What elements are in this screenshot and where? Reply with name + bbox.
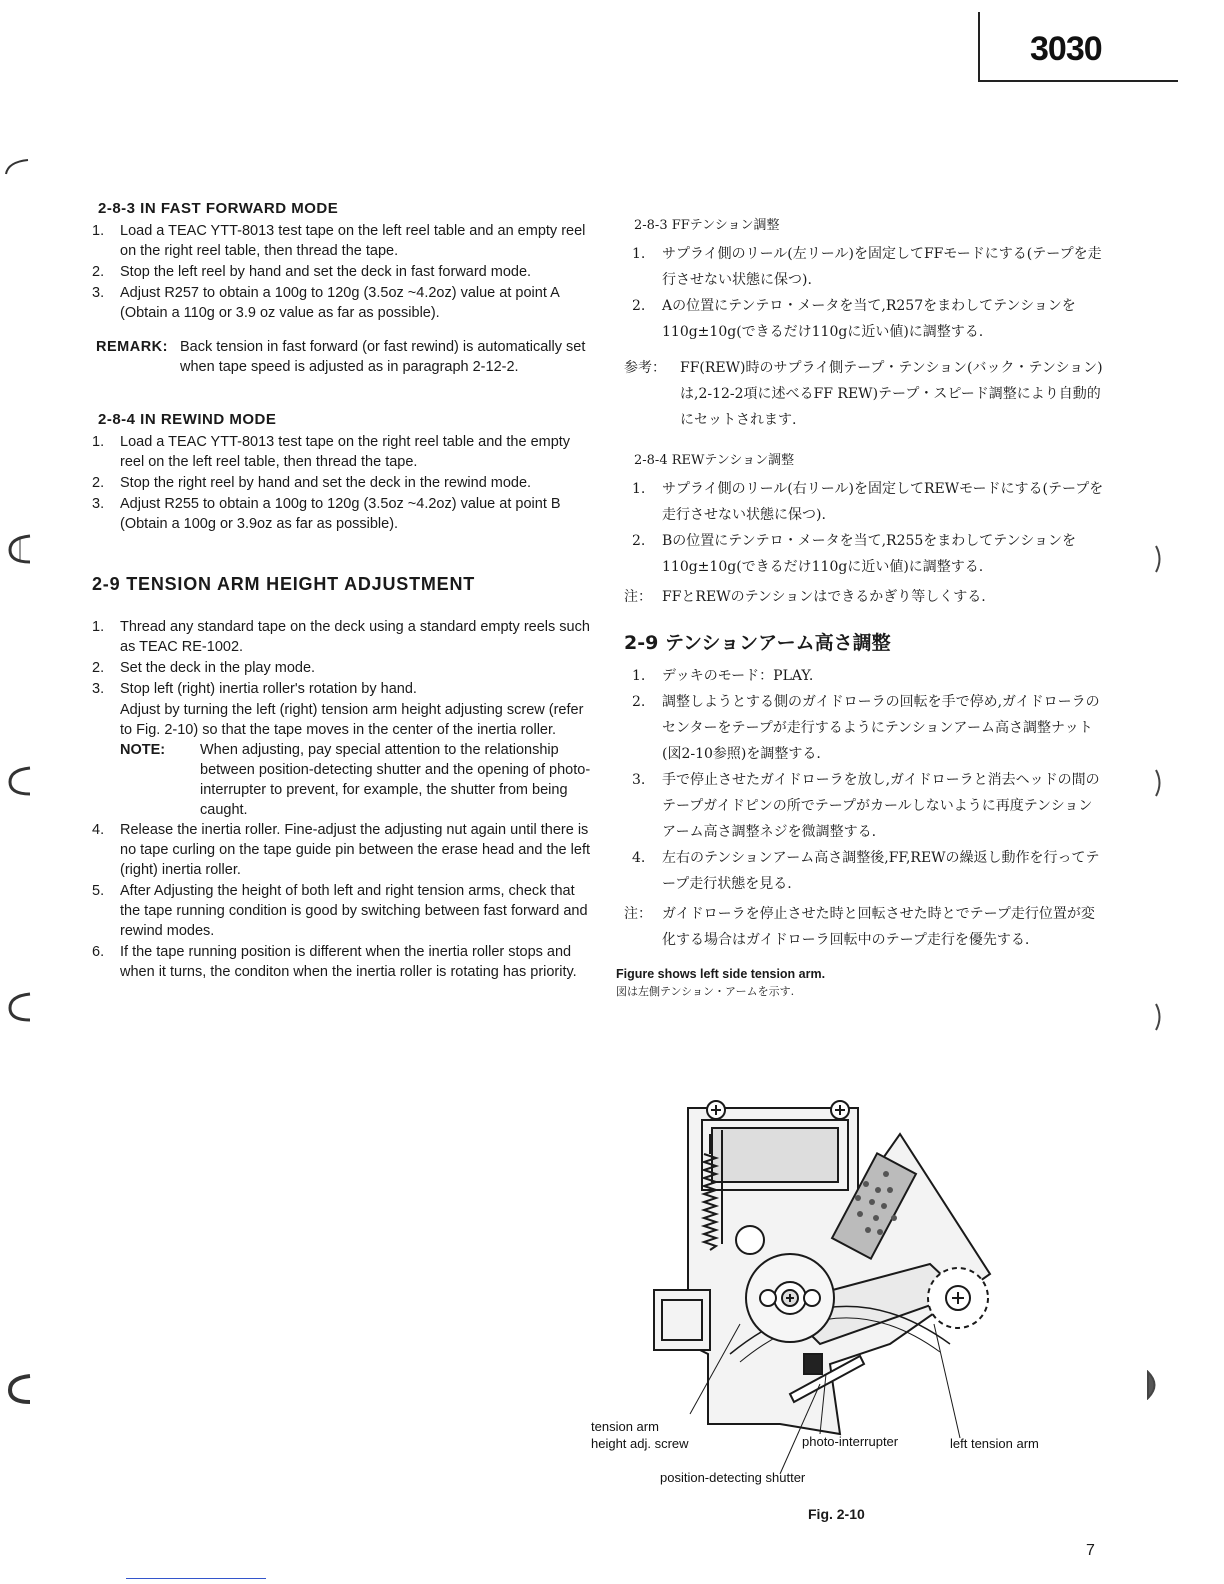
figure-caption-ja: 図は左側テンション・アームを示す. (616, 985, 795, 998)
model-number: 3030 (1030, 30, 1102, 68)
note-text: FF(REW)時のサプライ側テープ・テンション(バック・テンション)は,2-12-2項に述べるFF REW)テープ・スピード調整により自動的にセットされます. (680, 360, 1103, 428)
item-number: 1. (632, 481, 646, 497)
list-item (92, 942, 592, 982)
list-item (632, 476, 1104, 528)
binder-hole-icon (6, 1372, 36, 1406)
item-text: If the tape running position is different when the inertia roller stops and when it turns, the conditon when the inertia roller is rotating has priority. (120, 944, 577, 980)
item-continuation: Adjust by turning the left (right) tension arm height adjusting screw (refer to Fig. 2-10) so that the tape moves in the center of the inertia roller. (120, 702, 584, 738)
item-text: 手で停止させたガイドローラを放し,ガイドローラと消去ヘッドの間のテープガイドピンの所でテープがカールしないように再度テンションアーム高さ調整ネジを微調整する. (662, 772, 1100, 840)
item-number: 3. (92, 496, 105, 512)
list-item (92, 494, 592, 534)
section-2-9-heading: 2-9 TENSION ARM HEIGHT ADJUSTMENT (92, 574, 476, 594)
item-text: サプライ側のリール(右リール)を固定してREWモードにする(テープを走行させない状態に保つ). (662, 481, 1104, 523)
item-number: 2. (92, 475, 105, 491)
item-text: Load a TEAC YTT-8013 test tape on the left reel table and an empty reel on the right reel table, then thread the tape. (120, 223, 586, 259)
tension-arm-diagram (590, 1094, 1110, 1534)
note-text: ガイドローラを停止させた時と回転させた時とでテープ走行位置が変化する場合はガイドローラ回転中のテープ走行を優先する. (662, 906, 1095, 948)
label-left-tension-arm: left tension arm (950, 1436, 1039, 1451)
ja-note (624, 584, 1104, 610)
item-text: After Adjusting the height of both left and right tension arms, check that the tape running condition is good by switching between fast forward and rewind modes. (120, 883, 588, 939)
item-number: 3. (632, 772, 646, 788)
japanese-column (616, 214, 1104, 999)
note-label: 注： (624, 906, 652, 922)
note-text: FFとREWのテンションはできるかぎり等しくする. (662, 589, 986, 605)
figure-caption: Figure shows left side tension arm. (616, 967, 826, 981)
remark-label: REMARK: (96, 339, 168, 355)
figure-title: Fig. 2-10 (808, 1506, 865, 1522)
item-text: 左右のテンションアーム高さ調整後,FF,REWの繰返し動作を行ってテープ走行状態を見る. (662, 850, 1100, 892)
item-number: 4. (632, 850, 646, 866)
item-number: 1. (632, 246, 646, 262)
label-position-detecting-shutter: position-detecting shutter (660, 1470, 806, 1485)
section-2-8-4-heading: 2-8-4 IN REWIND MODE (98, 411, 277, 428)
edge-mark-icon (1154, 768, 1164, 798)
edge-mark-icon (1146, 1370, 1162, 1400)
item-number: 1. (92, 223, 105, 239)
item-number: 6. (92, 944, 105, 960)
list-item (92, 679, 592, 699)
item-text: Adjust R257 to obtain a 100g to 120g (3.5oz ~4.2oz) value at point A (Obtain a 110g or 3.9 oz value as far as possible). (120, 285, 559, 321)
ja-note (624, 355, 1104, 433)
item-number: 1. (632, 668, 646, 684)
item-number: 4. (92, 822, 105, 838)
english-column (92, 200, 592, 983)
note-text: When adjusting, pay special attention to the relationship between position-detecting shutter and the opening of photo-interrupter to prevent, for example, the shutter from being caught. (200, 742, 591, 818)
note (120, 740, 592, 820)
edge-mark-icon (1154, 1002, 1164, 1032)
section-2-8-3-heading: 2-8-3 IN FAST FORWARD MODE (98, 200, 339, 217)
ja-section-2-8-4-heading: 2-8-4 REWテンション調整 (634, 453, 795, 468)
list-item (632, 845, 1104, 897)
item-number: 5. (92, 883, 105, 899)
item-number: 2. (92, 264, 105, 280)
item-text: Load a TEAC YTT-8013 test tape on the right reel table and the empty reel on the left reel table, then thread the tape. (120, 434, 571, 470)
bottom-rule (126, 1578, 266, 1579)
binder-hole-icon (6, 764, 36, 798)
item-text: 調整しようとする側のガイドローラの回転を手で停め,ガイドローラのセンターをテープが走行するようにテンションアーム高さ調整ナット(図2-10参照)を調整する. (662, 694, 1100, 762)
item-text: サプライ側のリール(左リール)を固定してFFモードにする(テープを走行させない状態に保つ). (662, 246, 1102, 288)
item-text: Thread any standard tape on the deck using a standard empty reels such as TEAC RE-1002. (120, 619, 590, 655)
remark (96, 337, 592, 377)
label-height-adj-screw: height adj. screw (591, 1436, 689, 1451)
note-label: NOTE: (120, 742, 166, 758)
note-label: 参考： (624, 360, 666, 376)
remark-text: Back tension in fast forward (or fast rewind) is automatically set when tape speed is adjusted as in paragraph 2-12-2. (180, 339, 586, 375)
item-text: Stop the right reel by hand and set the deck in the rewind mode. (120, 475, 532, 491)
section-2-8-4-list (92, 432, 592, 534)
item-number: 2. (632, 298, 646, 314)
list-item (92, 473, 592, 493)
item-number: 3. (92, 681, 105, 697)
section-2-8-3-list (92, 221, 592, 323)
item-text: Bの位置にテンテロ・メータを当て,R255をまわしてテンションを110g±10g(できるだけ110gに近い値)に調整する. (662, 533, 1076, 575)
list-item (92, 658, 592, 678)
item-number: 1. (92, 619, 105, 635)
label-tension-arm: tension arm (591, 1419, 659, 1434)
list-item (632, 293, 1104, 345)
binder-hole-icon (6, 990, 36, 1024)
item-number: 2. (632, 533, 646, 549)
section-2-9-list (92, 617, 592, 982)
list-item (632, 241, 1104, 293)
item-number: 2. (92, 660, 105, 676)
label-photo-interrupter: photo-interrupter (802, 1434, 899, 1449)
ja-note (624, 901, 1104, 953)
item-text: Aの位置にテンテロ・メータを当て,R257をまわしてテンションを110g±10g(できるだけ110gに近い値)に調整する. (662, 298, 1076, 340)
list-item (92, 283, 592, 323)
list-item (92, 881, 592, 941)
item-text: Set the deck in the play mode. (120, 660, 316, 676)
item-text: Adjust R255 to obtain a 100g to 120g (3.5oz ~4.2oz) value at point B (Obtain a 100g or 3.9oz as far as possible). (120, 496, 561, 532)
binder-hole-icon (6, 532, 36, 566)
list-item (92, 221, 592, 261)
item-text: デッキのモード：PLAY. (662, 668, 814, 684)
list-item (632, 528, 1104, 580)
item-text: Stop left (right) inertia roller's rotation by hand. (120, 681, 417, 697)
ja-section-2-9-heading: 2-9 テンションアーム高さ調整 (624, 632, 891, 654)
list-item (632, 767, 1104, 845)
item-number: 2. (632, 694, 646, 710)
item-number: 3. (92, 285, 105, 301)
list-item (92, 432, 592, 472)
list-item (92, 617, 592, 657)
list-item (92, 820, 592, 880)
page-number: 7 (1086, 1542, 1095, 1559)
ja-section-2-8-3-heading: 2-8-3 FFテンション調整 (634, 218, 780, 233)
item-text: Release the inertia roller. Fine-adjust the adjusting nut again until there is no tape curling on the tape guide pin between the erase head and the left (right) inertia roller. (120, 822, 590, 878)
edge-mark-icon (1154, 544, 1164, 574)
list-item (632, 689, 1104, 767)
item-number: 1. (92, 434, 105, 450)
note-label: 注： (624, 589, 652, 605)
item-text: Stop the left reel by hand and set the deck in fast forward mode. (120, 264, 532, 280)
list-item (632, 663, 1104, 689)
list-item (92, 262, 592, 282)
binder-mark-icon (4, 156, 34, 190)
